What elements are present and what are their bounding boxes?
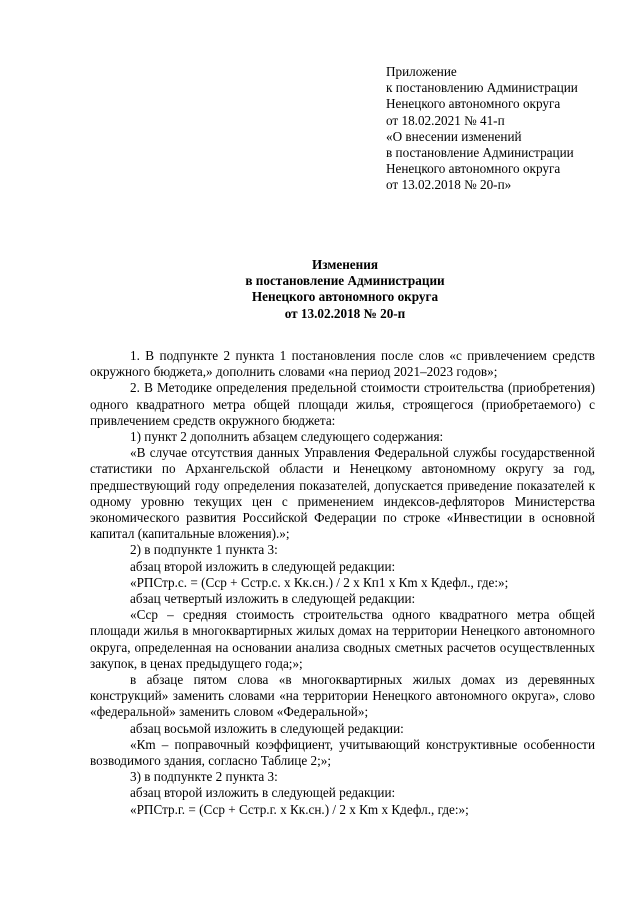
document-title xyxy=(90,257,600,322)
paragraph-subitem-1: 1) пункт 2 дополнить абзацем следующего содержания: xyxy=(130,429,444,445)
paragraph-instruction: абзац второй изложить в следующей редакции: xyxy=(130,785,396,801)
paragraph-instruction: абзац четвертый изложить в следующей редакции: xyxy=(130,591,416,607)
appendix-block xyxy=(386,64,578,194)
paragraph-item-1: 1. В подпункте 2 пункта 1 постановления после слов «с привлечением средств окружного бюджета,» дополнить словами «на период 2021–2023 годов»; xyxy=(90,348,595,380)
paragraph-instruction: абзац второй изложить в следующей редакции: xyxy=(130,558,396,574)
paragraph-subitem-3: 3) в подпункте 2 пункта 3: xyxy=(130,769,278,785)
title-line: от 13.02.2018 № 20-п xyxy=(284,305,406,321)
paragraph-quote-deflator: «В случае отсутствия данных Управления Федеральной службы государственной статистики по Архангельской области и Ненецкому автономному округу за год, предшествующий году определения показателей, допускается приведение показателей к одному уровню текущих цен с применением индексов-дефляторов Министерства экономического развития Российской Федерации по строке «Инвестиции в основной капитал (капитальные вложения).»; xyxy=(90,445,595,542)
appendix-line: от 18.02.2021 № 41-п xyxy=(386,112,505,128)
appendix-line: «О внесении изменений xyxy=(386,128,522,144)
formula-rpstr-s: «РПСтр.с. = (Сср + Сстр.с. x Кк.сн.) / 2 x Кп1 x Кm x Кдефл., где:»; xyxy=(130,574,509,590)
paragraph-subitem-2: 2) в подпункте 1 пункта 3: xyxy=(130,542,278,558)
paragraph-quote-ssr: «Сср – средняя стоимость строительства одного квадратного метра общей площади жилья в многоквартирных жилых домах на территории Ненецкого автономного округа, определенная на основании анализа сводных сметных расчетов осуществленных закупок, в ценах предыдущего года;»; xyxy=(90,607,595,671)
formula-rpstr-g: «РПСтр.г. = (Сср + Сстр.г. x Кк.сн.) / 2 x Кm x Кдефл., где:»; xyxy=(130,801,469,817)
appendix-line: Ненецкого автономного округа xyxy=(386,96,561,112)
document-body xyxy=(90,348,595,818)
title-line: Изменения xyxy=(312,257,378,272)
appendix-line: Ненецкого автономного округа xyxy=(386,161,561,177)
title-line: в постановление Администрации xyxy=(245,273,445,289)
appendix-line: Приложение xyxy=(386,64,457,79)
appendix-line: к постановлению Администрации xyxy=(386,80,578,96)
appendix-line: в постановление Администрации xyxy=(386,145,574,161)
appendix-line: от 13.02.2018 № 20-п» xyxy=(386,177,512,193)
paragraph-quote-km: «Кm – поправочный коэффициент, учитывающий конструктивные особенности возводимого здания, согласно Таблице 2;»; xyxy=(90,736,595,769)
title-line: Ненецкого автономного округа xyxy=(251,289,439,305)
paragraph-instruction: абзац восьмой изложить в следующей редакции: xyxy=(130,720,404,736)
paragraph-replacement: в абзаце пятом слова «в многоквартирных жилых домах из деревянных конструкций» заменить словами «на территории Ненецкого автономного округа», слово «федеральной» заменить словом «Федеральной»; xyxy=(90,672,595,720)
paragraph-item-2: 2. В Методике определения предельной стоимости строительства (приобретения) одного квадратного метра общей площади жилья, строящегося (приобретаемого) с привлечением средств окружного бюджета: xyxy=(90,380,595,428)
